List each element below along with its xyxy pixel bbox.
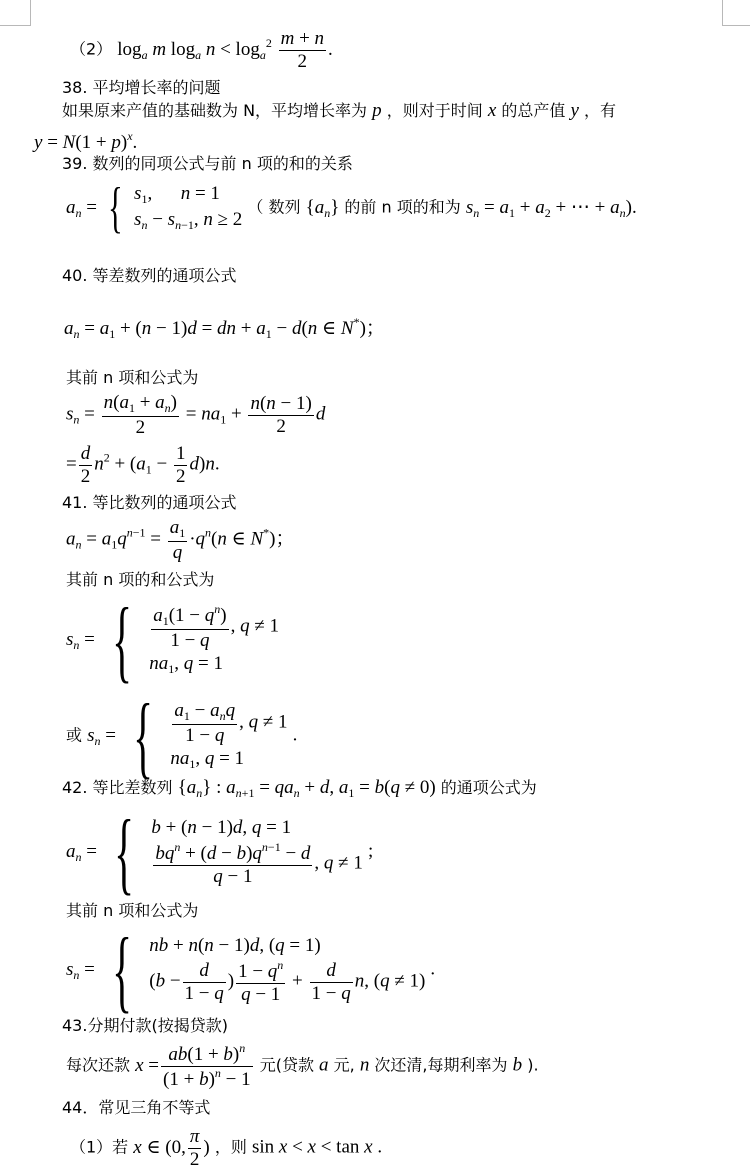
section-38-title: 38. 平均增长率的问题 [62, 78, 221, 97]
page-corner-mark-left-h [0, 25, 30, 26]
section-41-title: 41. 等比数列的通项公式 [62, 493, 237, 512]
formula-an-sn-relation: $a_n$ = { $s_1$, n = 1 $s_n - s_{n-1}$, n ≥ 2 （ 数列 $\{a_n\}$ 的前 n 项的和为 $s_n = a_1 + a_2$ + ⋯ + $a_n$). [66, 177, 637, 239]
section-41-sum-label: 其前 n 项的和公式为 [66, 570, 215, 589]
formula-arith-sum-expanded: = $\frac{d}{2}$ $n^2 + (a_1$ − $\frac{1}{2}$ d)n. [66, 443, 220, 487]
page-corner-mark-right [722, 0, 723, 26]
formula-installment: 每次还款 x = $\frac{ab(1 + b)^n}{(1 + b)^n - 1}$ 元(贷款 a 元, n 次还清,每期利率为 b ). [66, 1041, 539, 1090]
section-39-title: 39. 数列的同项公式与前 n 项的和的关系 [62, 154, 353, 173]
section-38-text: 如果原来产值的基础数为 N，平均增长率为 p ，则对于时间 x 的总产值 y ，有 [62, 100, 617, 121]
section-40-sum-label: 其前 n 项和公式为 [66, 368, 199, 387]
formula-geo-general-term: $a_n = a_1q^{n-1}$ = $\frac{a_1}{q}$ $\cdot q^n(n$ ∈ N*)； [66, 517, 295, 563]
section-44-title: 44．常见三角不等式 [62, 1098, 211, 1117]
formula-arith-general-term: $a_n = a_1 + (n - 1)d$ = dn + $a_1 - d(n$ ∈ N*)； [64, 315, 385, 341]
formula-log-inequality: （2） $\log_a m$ $\log_a n < \log_a^2$ $\frac{m + n}{2}$ . [70, 28, 333, 72]
formula-growth: $y = N(1 + p)^x$. [34, 129, 138, 153]
section-42-sum-label: 其前 n 项和公式为 [66, 901, 199, 920]
formula-geo-arith-sum: $s_n$ = { nb + n(n − 1)d, (q = 1) (b − $\frac{d}{1 - q}$ ) $\frac{1 - q^n}{q - 1}$ + $\frac{d}{1 - q}$ n, (q ≠ 1) . [66, 919, 436, 1021]
formula-trig-inequality: （1）若 x ∈ (0, $\frac{\pi}{2}$ ) ，则 sin x < x < tan x . [70, 1126, 383, 1170]
section-42-title: 42. 等比差数列 $\{a_n\}$ : $a_{n+1} = qa_n + d$, $a_1 = b(q \ne 0)$ 的通项公式为 [62, 777, 537, 800]
formula-geo-arith-general-term: $a_n$ = { b + (n − 1)d, q = 1 $\frac{bq^n + (d - b)q^{n-1} - d}{q - 1}$ , q ≠ 1 ; [66, 801, 374, 903]
item-number: （2） [70, 39, 113, 59]
section-43-title: 43.分期付款(按揭贷款) [62, 1016, 228, 1035]
formula-arith-sum: $s_n$ = $\frac{n(a_1 + a_n)}{2}$ = $na_1$ + $\frac{n(n - 1)}{2}$ d [66, 392, 326, 438]
formula-geo-sum: $s_n$ = { $\frac{a_1(1 - q^n)}{1 - q}$ , q ≠ 1 $na_1$, q = 1 [66, 589, 280, 691]
formula-geo-sum-alt: 或 $s_n$ = { $\frac{a_1 - a_nq}{1 - q}$ , q ≠ 1 $na_1$, q = 1 . [66, 685, 298, 787]
page-corner-mark-right-h [722, 25, 750, 26]
page-corner-mark-left [30, 0, 31, 26]
or-label: 或 [66, 725, 83, 745]
section-40-title: 40. 等差数列的通项公式 [62, 266, 237, 285]
